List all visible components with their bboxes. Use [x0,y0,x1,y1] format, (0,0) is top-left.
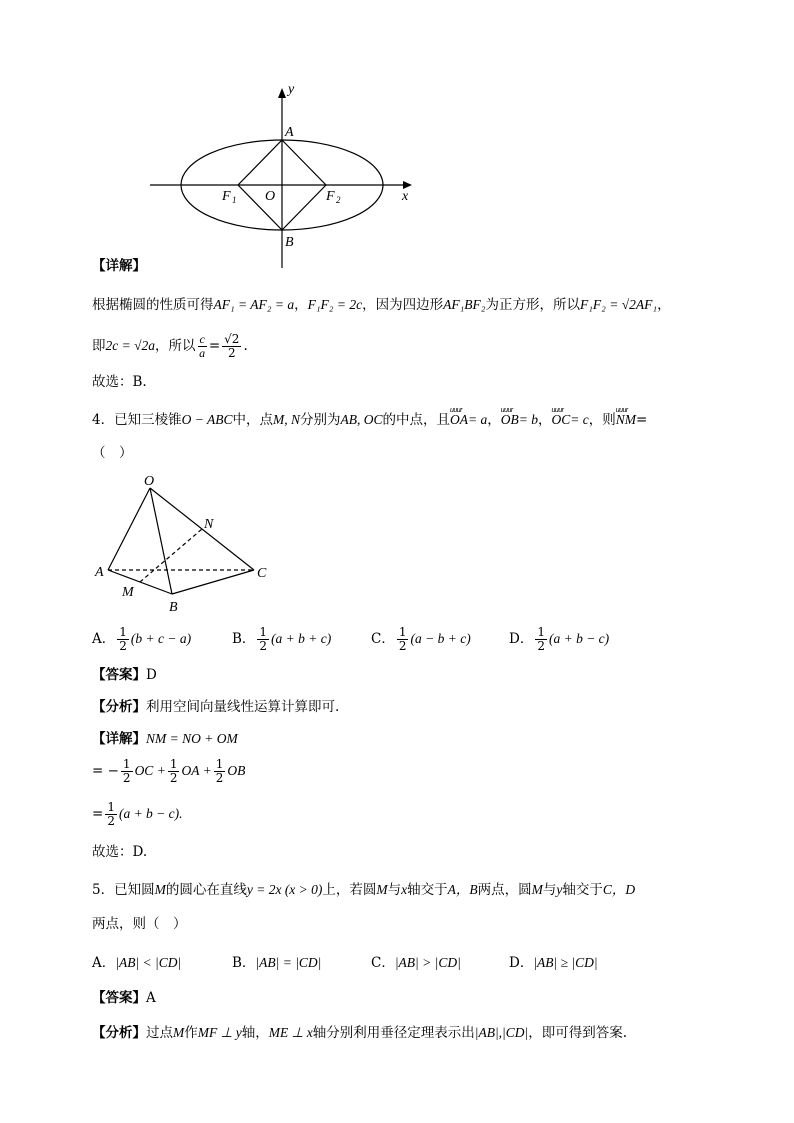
q5-option-a: A．|AB| < |CD| [92,955,182,971]
label-F2: F [326,189,335,204]
q4-option-b: B． $\frac{1}{2}$ (a + b + c) [232,625,332,653]
q5-analysis: 【分析】过点M作MF ⊥ y轴，ME ⊥ x轴分别利用垂径定理表示出|AB|,|CD|，即可得到答案. [92,1025,628,1041]
tetra-label-C: C [257,566,267,581]
q4-analysis: 【分析】利用空间向量线性运算计算即可. [92,699,340,715]
q5-answer: 【答案】A [92,990,156,1006]
ellipse-figure [140,78,430,278]
tetra-label-N: N [204,517,214,532]
label-x: x [402,189,409,204]
q3-line2: 即2c = √2a，所以 $\frac{c}{a}$ = $\frac{√2}{2}$ . [92,332,248,360]
label-F2-sub: 2 [336,195,341,205]
label-B: B [285,235,294,250]
q5-stem2: 两点，则（ ） [92,916,187,932]
label-F1-sub: 1 [232,195,237,205]
label-F1: F [222,189,231,204]
q4-detail: 【详解】NM = NO + OM [92,731,238,747]
q4-option-c: C． $\frac{1}{2}$ (a − b + c) [371,625,471,653]
q4-paren: （ ） [92,445,133,461]
q3-detail-tag: 【详解】 [92,258,146,274]
q4-final: 故选：D. [92,844,148,860]
q4-option-d: D． $\frac{1}{2}$ (a + b − c) [509,625,610,653]
tetra-label-A: A [95,565,104,580]
tetra-label-O: O [144,474,155,489]
tetrahedron-figure [92,470,282,620]
q3-answer: 故选：B. [92,374,147,390]
q4-answer: 【答案】D [92,667,157,683]
q3-line1: 根据椭圆的性质可得AF₁ = AF₂ = a，F₁F₂ = 2c，因为四边形AF₁BF₂为正方形，所以F₁F₂ = √2AF₁， [92,297,671,313]
label-A: A [285,125,294,140]
q4-stem: 4．已知三棱锥O − ABC中，点M, N分别为AB, OC的中点，且uuur OA= a，uuur OB= b，uuur OC= c，则uuur NM= [92,410,647,430]
q4-option-a: A． $\frac{1}{2}$ (b + c − a) [92,625,192,653]
label-O: O [265,189,276,204]
q4-step3: = $\frac{1}{2}$ (a + b − c). [92,800,183,828]
q5-option-b: B．|AB| = |CD| [232,955,322,971]
q4-step2: = − $\frac{1}{2}$ OC + $\frac{1}{2}$ OA + $\frac{1}{2}$ OB [92,757,246,785]
q5-option-d: D．|AB| ≥ |CD| [509,955,598,971]
label-y: y [288,82,295,97]
q5-stem1: 5．已知圆M的圆心在直线y = 2x (x > 0)上，若圆M与x轴交于A，B两点，圆M与y轴交于C，D [92,882,636,898]
tetra-label-B: B [169,600,178,615]
tetra-label-M: M [122,585,134,600]
q5-option-c: C．|AB| > |CD| [371,955,461,971]
